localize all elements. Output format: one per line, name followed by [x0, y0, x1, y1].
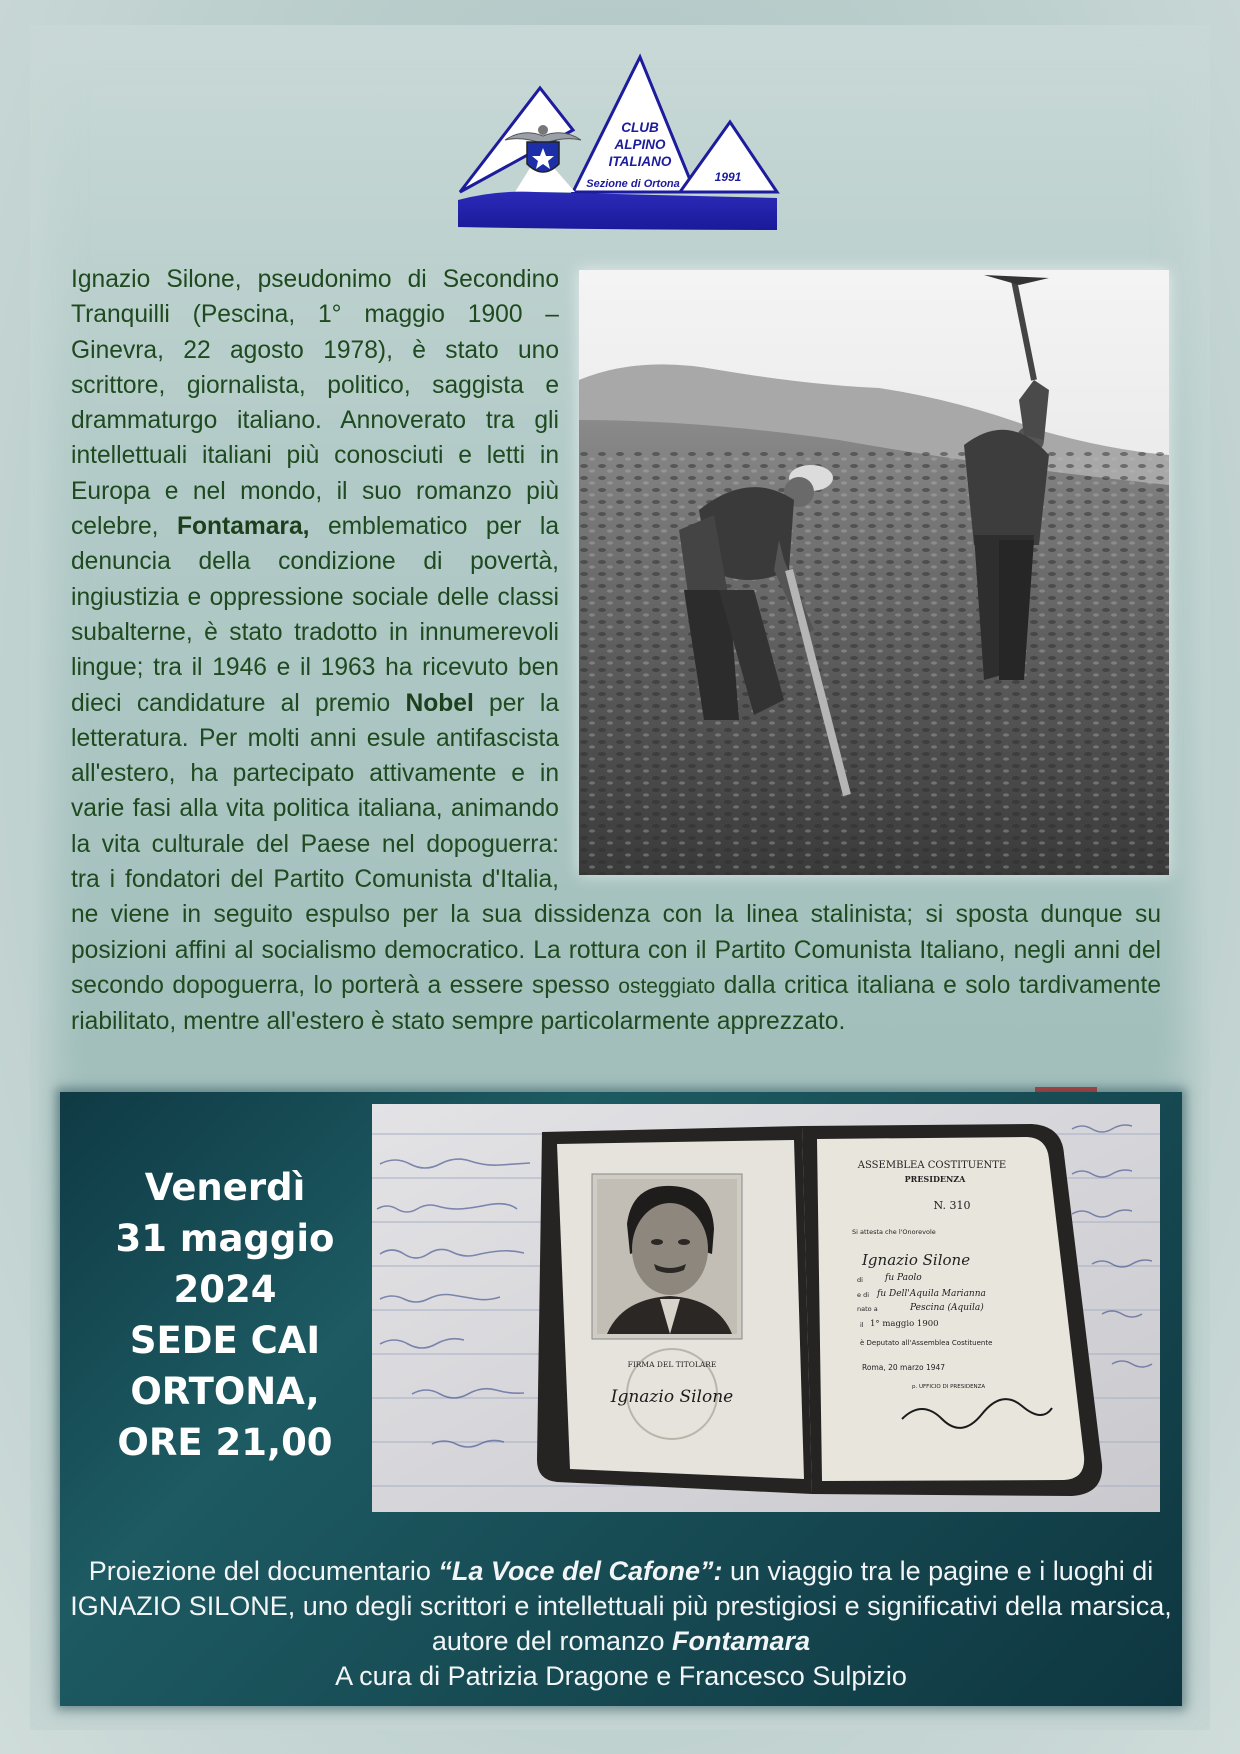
event-description — [60, 1554, 1182, 1694]
card-header1: ASSEMBLEA COSTITUENTE — [857, 1160, 1007, 1171]
logo-line1: CLUB — [621, 120, 659, 135]
biography — [71, 262, 1161, 1040]
logo-line2: ALPINO — [614, 137, 666, 152]
holder-sign-label: FIRMA DEL TITOLARE — [627, 1360, 717, 1369]
event-place1: SEDE CAI — [129, 1319, 321, 1362]
bio-small: osteggiato — [618, 974, 716, 998]
card-deputy: è Deputato all'Assemblea Costituente — [860, 1339, 993, 1347]
event-panel — [60, 1092, 1182, 1706]
desc-pre: Proiezione del documentario — [88, 1556, 439, 1586]
event-day: Venerdì — [144, 1166, 306, 1209]
event-year: 2024 — [173, 1268, 277, 1311]
desc-mid: un viaggio tra le pagine e i luoghi di IGNAZIO SILONE, uno degli scrittori e intellettuali più prestigiosi e significativi della marsica, autore del romanzo — [70, 1556, 1172, 1656]
card-rome-date: Roma, 20 marzo 1947 — [862, 1363, 946, 1372]
event-place2: ORTONA, — [130, 1370, 320, 1413]
bio-mid2: per la letteratura. Per molti anni esule antifascista all'estero, ha partecipato attivamente e in varie fasi alla vita politica italiana, animando la vita culturale del Paese nel dopoguerra: tra i fondatori del Partito Comunista d'Italia, ne viene in seguito espulso per la sua dissidenza con la linea stalinista; si sposta dunque su posizioni affini al socialismo democratico. La rottura con il Partito Comunista Italiano, negli anni del secondo dopoguerra, lo porterà a essere spesso — [71, 689, 1161, 999]
portrait-man — [597, 1179, 737, 1334]
desc-title: “La Voce del Cafone”: — [438, 1556, 723, 1586]
card-attest: Si attesta che l'Onorevole — [852, 1228, 936, 1236]
cai-logo — [455, 52, 780, 232]
card-birthdate: 1° maggio 1900 — [870, 1319, 939, 1329]
bio-fontamara: Fontamara, — [176, 513, 310, 541]
logo-section: Sezione di Ortona — [586, 178, 680, 190]
card-mother: fu Dell'Aquila Marianna — [877, 1289, 986, 1299]
card-il-label: il — [860, 1321, 864, 1329]
bio-end: dalla critica italiana e solo tardivamente riabilitato, mentre all'estero è stato sempre particolarmente apprezzato. — [71, 971, 1161, 1036]
logo-year: 1991 — [714, 170, 742, 184]
event-date: 31 maggio — [115, 1217, 335, 1260]
bio-intro: Ignazio Silone, pseudonimo di Secondino Tranquilli (Pescina, 1° maggio 1900 – Ginevra, 22 agosto 1978), è stato uno scrittore, giornalista, politico, saggista e drammaturgo italiano. Annoverato tra gli intellettuali italiani più conosciuti e letti in Europa e nel mondo, il suo romanzo più celebre, — [71, 266, 559, 541]
desc-novel: Fontamara — [672, 1626, 811, 1656]
card-born: Pescina (Aquila) — [910, 1303, 984, 1313]
card-di-label: di — [857, 1276, 863, 1284]
bio-nobel: Nobel — [405, 689, 474, 717]
bio-mid1: emblematico per la denuncia della condizione di povertà, ingiustizia e oppressione sociale delle classi subalterne, è stato tradotto in innumerevoli lingue; tra il 1946 e il 1963 ha ricevuto ben dieci candidature al premio — [71, 513, 560, 717]
card-born-label: nato a — [857, 1305, 878, 1313]
event-time: ORE 21,00 — [117, 1421, 333, 1464]
card-mother-label: e di — [857, 1291, 869, 1299]
card-office: p. UFFICIO DI PRESIDENZA — [912, 1384, 986, 1390]
card-header2: PRESIDENZA — [904, 1174, 966, 1184]
event-date-block — [60, 1162, 390, 1468]
peasants-hoeing-photo — [579, 270, 1169, 875]
desc-curators: A cura di Patrizia Dragone e Francesco Sulpizio — [335, 1661, 907, 1691]
card-name: Ignazio Silone — [862, 1251, 971, 1269]
holder-signature: Ignazio Silone — [610, 1387, 734, 1407]
logo-line3: ITALIANO — [608, 154, 672, 169]
deputy-card-photo — [372, 1104, 1160, 1512]
card-number: N. 310 — [933, 1199, 971, 1212]
card-father: fu Paolo — [885, 1273, 922, 1283]
